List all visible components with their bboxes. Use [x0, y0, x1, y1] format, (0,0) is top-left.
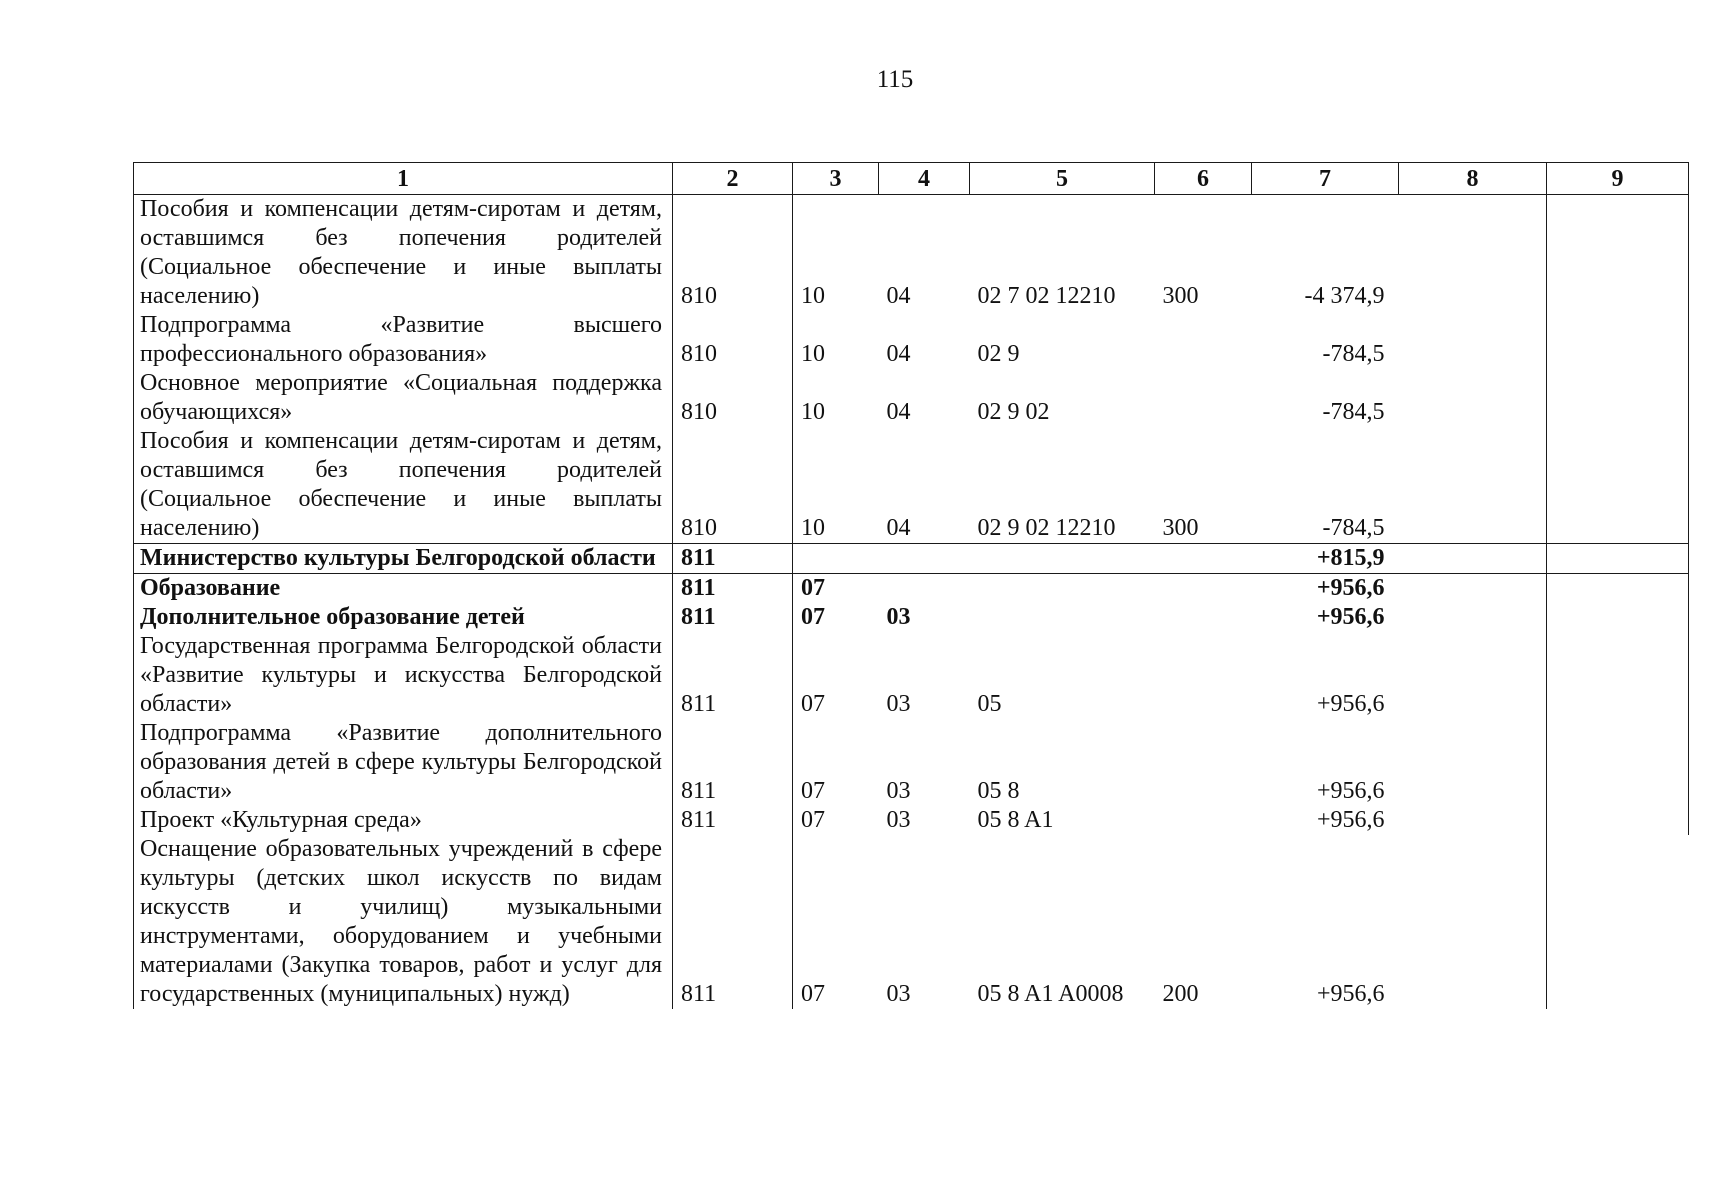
- table-row: [134, 632, 1689, 719]
- row-cell-col9: [1547, 806, 1689, 835]
- row-cell-col3: 07: [793, 632, 879, 719]
- row-name-cell: Образование: [134, 574, 673, 604]
- row-cell-col8: [1399, 806, 1547, 835]
- row-cell-col2: 811: [681, 604, 716, 630]
- col-header: 3: [793, 163, 879, 195]
- row-cell-col3: 07: [793, 603, 879, 632]
- row-cell-col5: 05 8: [977, 778, 1020, 804]
- row-cell-col6: [1155, 574, 1252, 604]
- row-name-cell: Основное мероприятие «Социальная поддержка обучающихся»: [134, 369, 673, 427]
- row-cell-col8: [1399, 574, 1547, 604]
- table-row: [134, 574, 1689, 604]
- table-row: [134, 369, 1689, 427]
- row-cell-col9: [1547, 835, 1689, 1009]
- row-cell-col4: 03: [886, 807, 911, 833]
- row-cell-col3: 07: [793, 835, 879, 1009]
- row-cell-col9: [1547, 719, 1689, 806]
- row-cell-col7: +956,6: [1316, 691, 1385, 717]
- row-cell-col5: [970, 544, 1155, 574]
- row-cell-col7: +956,6: [1316, 807, 1385, 833]
- row-cell-col8: [1399, 427, 1547, 544]
- row-cell-col2: 811: [681, 981, 717, 1007]
- row-cell-col8: [1399, 632, 1547, 719]
- row-cell-col5: 02 9 02: [977, 399, 1050, 425]
- table-row: [134, 719, 1689, 806]
- row-cell-col7: +956,6: [1316, 604, 1385, 630]
- budget-table: [133, 162, 1689, 1009]
- row-name-cell: Министерство культуры Белгородской области: [134, 544, 673, 574]
- row-cell-col7: -784,5: [1322, 515, 1385, 541]
- row-cell-col8: [1399, 544, 1547, 574]
- header-row: [134, 163, 1689, 195]
- row-cell-col3: 07: [793, 719, 879, 806]
- row-cell-col4: 03: [886, 981, 911, 1007]
- row-cell-col7: +956,6: [1316, 981, 1385, 1007]
- row-cell-col2: 811: [673, 544, 793, 574]
- row-cell-col2: 811: [681, 691, 717, 717]
- row-cell-col8: [1399, 835, 1547, 1009]
- row-cell-col9: [1547, 632, 1689, 719]
- row-cell-col4: 04: [886, 341, 911, 367]
- col-header: 5: [970, 163, 1155, 195]
- row-cell-col2: 810: [681, 283, 717, 309]
- row-cell-col8: [1399, 603, 1547, 632]
- row-cell-col4: 04: [886, 515, 911, 541]
- col-header: 7: [1252, 163, 1399, 195]
- row-cell-col3: [793, 544, 879, 574]
- row-cell-col7: +956,6: [1316, 778, 1385, 804]
- row-name-cell: Дополнительное образование детей: [134, 603, 673, 632]
- table-row: [134, 311, 1689, 369]
- row-cell-col9: [1547, 427, 1689, 544]
- row-cell-col6: [1155, 632, 1252, 719]
- row-name-cell: Подпрограмма «Развитие дополнительного образования детей в сфере культуры Белгородской области»: [134, 719, 673, 806]
- row-cell-col9: [1547, 603, 1689, 632]
- row-cell-col4: 03: [886, 778, 911, 804]
- row-cell-col9: [1547, 369, 1689, 427]
- row-cell-col5: 05 8 A1 A0008: [977, 981, 1124, 1007]
- row-cell-col6: 200: [1162, 981, 1199, 1007]
- row-cell-col8: [1399, 719, 1547, 806]
- row-cell-col2: 810: [681, 399, 717, 425]
- row-cell-col9: [1547, 311, 1689, 369]
- row-cell-col8: [1399, 311, 1547, 369]
- row-cell-col4: 03: [886, 691, 911, 717]
- row-cell-col3: 07: [793, 574, 879, 604]
- row-name-cell: Оснащение образовательных учреждений в сфере культуры (детских школ искусств по видам искусств и училищ) музыкальными инструментами, оборудованием и учебными материалами (Закупка товаров, работ и услуг для государственных (муниципальных) нужд): [134, 835, 673, 1009]
- row-cell-col6: 300: [1162, 515, 1199, 541]
- col-header: 8: [1399, 163, 1547, 195]
- row-cell-col7: -784,5: [1322, 341, 1385, 367]
- row-cell-col4: [879, 574, 970, 604]
- row-cell-col6: [1155, 719, 1252, 806]
- row-cell-col5: 02 9: [977, 341, 1020, 367]
- row-cell-col9: [1547, 574, 1689, 604]
- row-cell-col6: [1155, 544, 1252, 574]
- row-name-cell: Проект «Культурная среда»: [134, 806, 673, 835]
- row-cell-col4: 04: [886, 399, 911, 425]
- row-name-cell: Пособия и компенсации детям-сиротам и детям, оставшимся без попечения родителей (Социальное обеспечение и иные выплаты населению): [134, 427, 673, 544]
- col-header: 2: [673, 163, 793, 195]
- col-header: 6: [1155, 163, 1252, 195]
- row-cell-col6: [1155, 311, 1252, 369]
- row-name-cell: Пособия и компенсации детям-сиротам и детям, оставшимся без попечения родителей (Социальное обеспечение и иные выплаты населению): [134, 195, 673, 312]
- row-cell-col2: 811: [673, 574, 793, 604]
- row-cell-col6: [1155, 603, 1252, 632]
- col-header: 9: [1547, 163, 1689, 195]
- row-cell-col3: 10: [793, 311, 879, 369]
- row-cell-col9: [1547, 195, 1689, 312]
- row-cell-col3: 07: [793, 806, 879, 835]
- row-cell-col4: 03: [886, 604, 911, 630]
- row-cell-col5: [970, 574, 1155, 604]
- table-row: [134, 835, 1689, 1009]
- col-header: 4: [879, 163, 970, 195]
- table-row: [134, 195, 1689, 312]
- row-cell-col2: 811: [681, 778, 717, 804]
- row-name-cell: Подпрограмма «Развитие высшего профессионального образования»: [134, 311, 673, 369]
- row-cell-col8: [1399, 195, 1547, 312]
- row-cell-col6: [1155, 369, 1252, 427]
- table-row: [134, 806, 1689, 835]
- row-cell-col9: [1547, 544, 1689, 574]
- row-cell-col6: [1155, 806, 1252, 835]
- row-cell-col5: [970, 603, 1155, 632]
- row-cell-col5: 05 8 A1: [977, 807, 1054, 833]
- row-name-cell: Государственная программа Белгородской области «Развитие культуры и искусства Белгородской области»: [134, 632, 673, 719]
- row-cell-col3: 10: [793, 195, 879, 312]
- row-cell-col6: 300: [1162, 283, 1199, 309]
- table-row: [134, 544, 1689, 574]
- row-cell-col3: 10: [793, 427, 879, 544]
- page-number: 115: [876, 66, 914, 93]
- row-cell-col3: 10: [793, 369, 879, 427]
- table-row: [134, 427, 1689, 544]
- row-cell-col4: [879, 544, 970, 574]
- row-cell-col7: +956,6: [1252, 574, 1399, 604]
- row-cell-col2: 810: [681, 341, 717, 367]
- row-cell-col7: -784,5: [1322, 399, 1385, 425]
- row-cell-col5: 02 9 02 12210: [977, 515, 1116, 541]
- row-cell-col8: [1399, 369, 1547, 427]
- col-header: 1: [134, 163, 673, 195]
- row-cell-col5: 02 7 02 12210: [977, 283, 1116, 309]
- row-cell-col7: -4 374,9: [1304, 283, 1385, 309]
- row-cell-col5: 05: [977, 691, 1002, 717]
- table-body: [134, 195, 1689, 1010]
- row-cell-col7: +815,9: [1252, 544, 1399, 574]
- row-cell-col2: 811: [681, 807, 717, 833]
- row-cell-col4: 04: [886, 283, 911, 309]
- table-row: [134, 603, 1689, 632]
- row-cell-col2: 810: [681, 515, 717, 541]
